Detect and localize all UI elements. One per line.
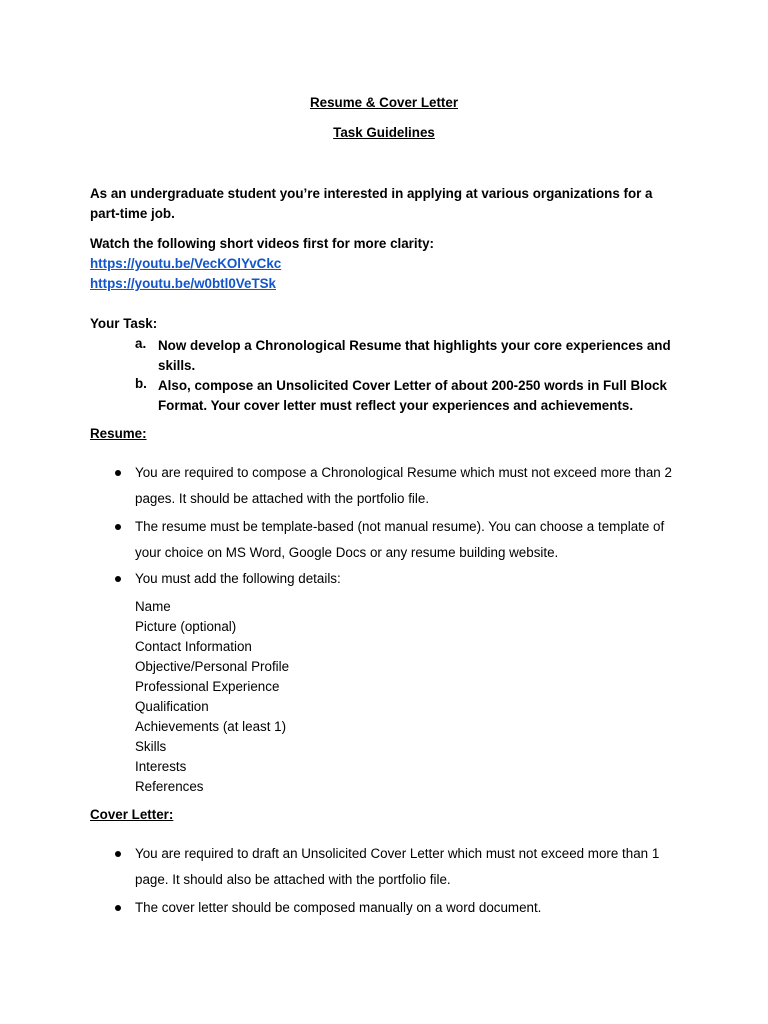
intro-paragraph: As an undergraduate student you’re interested in applying at various organizations for a part-time job.: [90, 186, 653, 221]
bullet-icon: [115, 905, 121, 911]
video-link-1[interactable]: https://youtu.be/VecKOlYvCkc: [90, 256, 282, 271]
task-item-a: Now develop a Chronological Resume that highlights your core experiences and skills.: [158, 338, 671, 373]
detail-item: Professional Experience: [135, 679, 280, 694]
task-item-b: Also, compose an Unsolicited Cover Letter of about 200-250 words in Full Block Format. Your cover letter must reflect your experiences and achievements.: [158, 378, 667, 413]
detail-item: Interests: [135, 759, 187, 774]
resume-bullet-3: You must add the following details:: [135, 571, 341, 586]
resume-heading: Resume:: [90, 426, 147, 441]
task-label-b: b.: [135, 376, 147, 391]
resume-bullet-2: The resume must be template-based (not manual resume). You can choose a template of your choice on MS Word, Google Docs or any resume building website.: [135, 519, 665, 560]
bullet-icon: [115, 851, 121, 857]
video-link-2[interactable]: https://youtu.be/w0btl0VeTSk: [90, 276, 277, 291]
bullet-icon: [115, 524, 121, 530]
detail-item: Objective/Personal Profile: [135, 659, 290, 674]
cover-letter-bullet-1: You are required to draft an Unsolicited Cover Letter which must not exceed more than 1 page. It should also be attached with the portfolio file.: [135, 846, 660, 887]
detail-item: Picture (optional): [135, 619, 237, 634]
task-heading: Your Task:: [90, 316, 158, 331]
watch-instruction: Watch the following short videos first for more clarity:: [90, 236, 434, 251]
bullet-icon: [115, 576, 121, 582]
document-subtitle: Task Guidelines: [333, 125, 435, 140]
detail-item: Skills: [135, 739, 167, 754]
task-label-a: a.: [135, 336, 147, 351]
detail-item: Name: [135, 599, 171, 614]
document-title: Resume & Cover Letter: [309, 95, 459, 110]
detail-item: References: [135, 779, 204, 794]
cover-letter-heading: Cover Letter:: [90, 807, 174, 822]
detail-item: Achievements (at least 1): [135, 719, 287, 734]
resume-bullet-1: You are required to compose a Chronological Resume which must not exceed more than 2 pages. It should be attached with the portfolio file.: [135, 465, 672, 506]
detail-item: Contact Information: [135, 639, 252, 654]
cover-letter-bullet-2: The cover letter should be composed manually on a word document.: [135, 900, 542, 915]
detail-item: Qualification: [135, 699, 209, 714]
bullet-icon: [115, 470, 121, 476]
